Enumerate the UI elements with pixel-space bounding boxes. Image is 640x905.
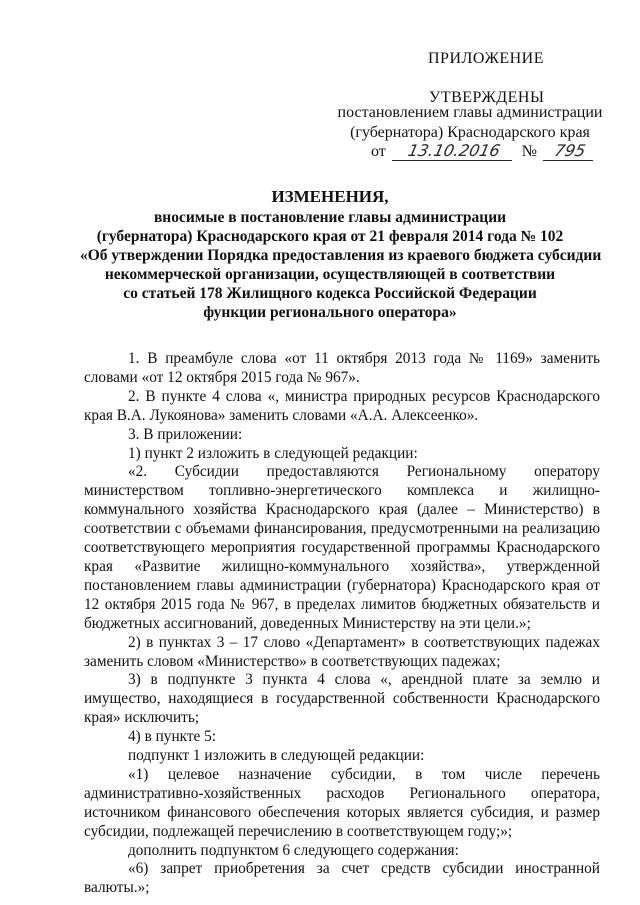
- handwritten-date: 13.10.2016: [392, 141, 516, 161]
- subitem-4: 4) в пункте 5:: [128, 728, 217, 746]
- quoted-clause-2: «2. Субсидии предоставляются Региональному оператору министерством топливно-энергетического комплекса и жилищно-коммунального хозяйства Краснодарского края (далее – Министерство) в соответствии с объемами финансирования, предусмотренными на реализацию соответствующего мероприятия государственной программы Краснодарского края «Развитие жилищно-коммунального хозяйства», утвержденной постановлением главы администрации (губернатора) Краснодарского края от 12 октября 2015 года № 967, в пределах лимитов бюджетных обязательств и бюджетных ассигнований, доведенных Министерству на эти цели.»;: [84, 463, 600, 632]
- document-body: [84, 350, 600, 898]
- subitem-3: 3) в подпункте 3 пункта 4 слова «, арендной плате за землю и имущество, находящиеся в государственной собственности Краснодарского края» исключить;: [84, 671, 600, 727]
- appendix-label: ПРИЛОЖЕНИЕ: [428, 50, 545, 67]
- title-line: со статьей 178 Жилищного кодекса Российской Федерации: [123, 285, 537, 302]
- document-title: [80, 186, 602, 322]
- subpoint-6-intro: дополнить подпунктом 6 следующего содержания:: [128, 841, 459, 859]
- paragraph-1: 1. В преамбуле слова «от 11 октября 2013 года № 1169» заменить словами «от 12 октября 2015 года № 967».: [84, 350, 600, 386]
- number-label: №: [521, 143, 538, 160]
- quoted-subpoint-6: «6) запрет приобретения за счет средств субсидии иностранной валюты.»;: [84, 860, 600, 897]
- title-main: ИЗМЕНЕНИЯ,: [271, 187, 389, 206]
- subitem-2: 2) в пунктах 3 – 17 слово «Департамент» в соответствующих падежах заменить словом «Министерство» в соответствующих падежах;: [84, 633, 600, 670]
- approved-by-line-2: (губернатора) Краснодарского края: [350, 124, 590, 141]
- paragraph-2: 2. В пункте 4 слова «, министра природных ресурсов Краснодарского края В.А. Лукоянова» заменить словами «А.А. Алексеенко».: [84, 387, 600, 424]
- title-line: «Об утверждении Порядка предоставления из краевого бюджета субсидии: [80, 247, 602, 264]
- title-line: некоммерческой организации, осуществляющей в соответствии: [104, 266, 556, 283]
- decree-date-line: [371, 141, 595, 161]
- quoted-subpoint-1: «1) целевое назначение субсидии, в том числе перечень административно-хозяйственных расходов Регионального оператора, источником финансового обеспечения которых является субсидия, и размер субсидии, подлежащей перечислению в соответствующем году;»;: [84, 765, 600, 840]
- approved-by: [330, 103, 610, 143]
- approved-by-line-1: постановлением главы администрации: [337, 104, 603, 121]
- approved-label: УТВЕРЖДЕНЫ: [429, 89, 545, 106]
- subitem-1: 1) пункт 2 изложить в следующей редакции:: [128, 444, 418, 462]
- title-line: (губернатора) Краснодарского края от 21 февраля 2014 года № 102: [96, 228, 564, 245]
- paragraph-3: 3. В приложении:: [128, 425, 243, 443]
- subpoint-1-intro: подпункт 1 изложить в следующей редакции:: [128, 747, 425, 765]
- handwritten-number: 795: [543, 141, 597, 161]
- title-line: вносимые в постановление главы администрации: [153, 209, 507, 226]
- title-line: функции регионального оператора»: [203, 304, 457, 321]
- from-label: от: [371, 143, 386, 160]
